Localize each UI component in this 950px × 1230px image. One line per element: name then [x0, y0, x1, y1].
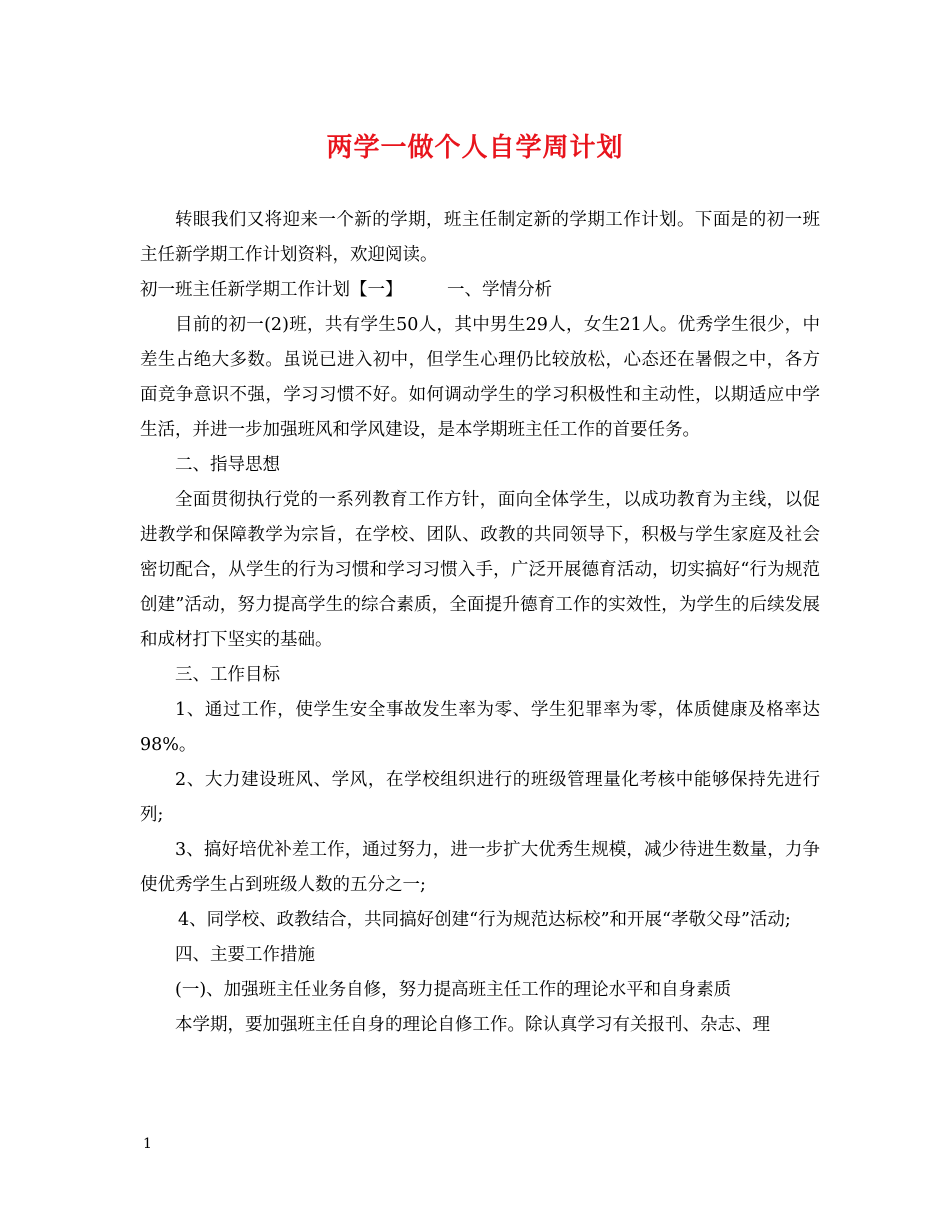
section-heading-guiding-ideas: 二、指导思想 [175, 455, 280, 475]
measure-subheading-1: (一)、加强班主任业务自修，努力提高班主任工作的理论水平和自身素质 [175, 980, 732, 1000]
plan-heading: 初一班主任新学期工作计划【一】 一、学情分析 [140, 280, 553, 300]
measure-paragraph-1: 本学期，要加强班主任自身的理论自修工作。除认真学习有关报刊、杂志、理 [175, 1015, 770, 1035]
intro-paragraph: 转眼我们又将迎来一个新的学期，班主任制定新的学期工作计划。下面是的初一班主任新学期工作计划资料，欢迎阅读。 [140, 210, 820, 265]
section-heading-work-goals: 三、工作目标 [175, 665, 280, 685]
goal-item-4: 4、同学校、政教结合，共同搞好创建“行为规范达标校”和开展“孝敬父母”活动; [178, 910, 791, 930]
guiding-ideas-paragraph: 全面贯彻执行党的一系列教育工作方针，面向全体学生，以成功教育为主线，以促进教学和保障教学为宗旨，在学校、团队、政教的共同领导下，积极与学生家庭及社会密切配合，从学生的行为习惯和学习习惯入手，广泛开展德育活动，切实搞好“行为规范创建”活动，努力提高学生的综合素质，全面提升德育工作的实效性，为学生的后续发展和成材打下坚实的基础。 [140, 490, 820, 650]
goal-item-3: 3、搞好培优补差工作，通过努力，进一步扩大优秀生规模，减少待进生数量，力争使优秀学生占到班级人数的五分之一; [140, 840, 820, 895]
situation-paragraph: 目前的初一(2)班，共有学生50人，其中男生29人，女生21人。优秀学生很少，中差生占绝大多数。虽说已进入初中，但学生心理仍比较放松，心态还在暑假之中，各方面竞争意识不强，学习习惯不好。如何调动学生的学习积极性和主动性，以期适应中学生活，并进一步加强班风和学风建设，是本学期班主任工作的首要任务。 [140, 315, 820, 440]
section-heading-main-measures: 四、主要工作措施 [175, 945, 315, 965]
document-title: 两学一做个人自学周计划 [326, 133, 624, 163]
document-body [140, 203, 820, 1043]
goal-item-1: 1、通过工作，使学生安全事故发生率为零、学生犯罪率为零，体质健康及格率达98%。 [140, 700, 820, 755]
page-number: 1 [143, 1136, 152, 1152]
goal-item-2: 2、大力建设班风、学风，在学校组织进行的班级管理量化考核中能够保持先进行列; [140, 770, 820, 825]
